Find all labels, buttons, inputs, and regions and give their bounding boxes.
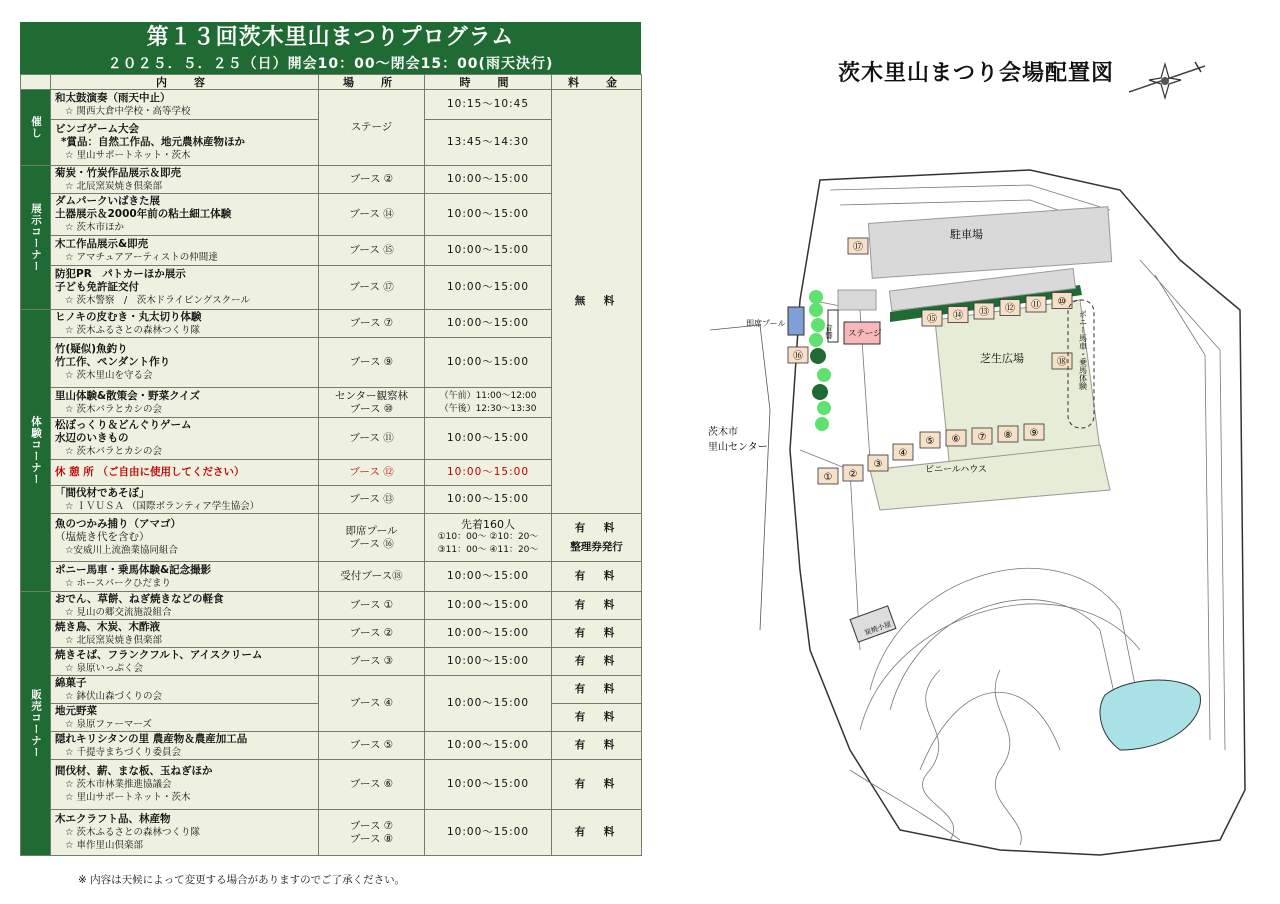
map-booth-top-label: ⑩ [1057, 296, 1067, 308]
map-booth-17-label: ⑰ [853, 242, 863, 253]
table-row: 防犯PR パトカーほか展示 子ども免許証交付 ☆ 茨木警察 / 茨木ドライビングスクール ブース ⑰ 10:00〜15:00 [21, 266, 642, 310]
tree-icon [817, 368, 831, 382]
map-booth-top-label: ⑪ [1031, 300, 1041, 311]
map-label-stage: ステージ [848, 329, 882, 339]
tree-icon [817, 401, 831, 415]
map-label-center1: 茨木市 [708, 427, 738, 438]
tree-icon [809, 303, 823, 317]
map-label-pony: ポニー馬車・乗馬体験 [1078, 310, 1088, 390]
table-row: 木エクラフト品、林産物 ☆ 茨木ふるさとの森林つくり隊 ☆ 車作里山倶楽部 ブース ⑦ ブース ⑧ 10:00〜15:00 有 料 [21, 810, 642, 856]
map-booth-16-label: ⑯ [793, 351, 803, 362]
fee-free-block: 無 料 [552, 90, 642, 514]
table-row: 焼きそば、フランクフルト、アイスクリーム ☆ 泉原いっぷく会 ブース ③ 10:00〜15:00 有 料 [21, 648, 642, 676]
program-table [20, 74, 642, 856]
map-booth-bottom-label: ④ [898, 448, 908, 459]
map-label-greenhouse: ビニールハウス [925, 465, 987, 475]
map-booth-bottom-label: ② [848, 469, 858, 480]
tree-icon [809, 290, 823, 304]
table-header-row [21, 75, 642, 90]
map-label-sound: 音響 [824, 324, 834, 339]
tree-icon [810, 348, 826, 364]
map-booth-bottom-label: ⑦ [977, 432, 987, 443]
table-row: 催し 和太鼓演奏（雨天中止） ☆ 関西大倉中学校・高等学校 ステージ 10:15〜10:45 無 料 [21, 90, 642, 120]
map-booth-18-label: ⑱ [1057, 357, 1067, 368]
map-booth-bottom-label: ① [823, 472, 833, 483]
header-fee: 料 金 [552, 75, 642, 90]
table-row: 体験コーナー ヒノキの皮むき・丸太切り体験 ☆ 茨木ふるさとの森林つくり隊 ブース ⑦ 10:00〜15:00 [21, 310, 642, 338]
table-row: 魚のつかみ捕り（アマゴ） （塩焼き代を含む） ☆安威川上流漁業協同組合 即席プール ブース ⑯ 先着160人 ①10：00〜 ②10：20〜 ③11：00〜 ④11：20〜 有 料 整理券発行 [21, 514, 642, 562]
table-row: 綿菓子 ☆ 鉢伏山森づくりの会 ブース ④ 10:00〜15:00 有 料 [21, 676, 642, 704]
table-row: 竹(疑似)魚釣り 竹工作、ペンダント作り ☆ 茨木里山を守る会 ブース ⑨ 10:00〜15:00 [21, 338, 642, 388]
table-row: 木工作品展示&即売 ☆ アマチュアアーティストの仲間達 ブース ⑮ 10:00〜15:00 [21, 236, 642, 266]
table-row: 焼き鳥、木炭、木酢液 ☆ 北辰窯炭焼き倶楽部 ブース ② 10:00〜15:00 有 料 [21, 620, 642, 648]
tree-icon [815, 417, 829, 431]
table-row: 「間伐材であそぼ」 ☆ ＩＶＵＳＡ （国際ボランティア学生協会） ブース ⑬ 10:00〜15:00 [21, 486, 642, 514]
map-booth-bottom-label: ⑥ [951, 434, 961, 445]
map-booth-bottom-label: ⑧ [1003, 430, 1013, 441]
header-place: 場 所 [319, 75, 425, 90]
map-label-center2: 里山センター [708, 442, 768, 453]
map-pool [788, 307, 804, 335]
program-panel [20, 22, 641, 856]
program-date: ２０２５．５．２５（日）開会10：00〜閉会15：00(雨天決行) [20, 54, 641, 74]
map-label-hut: 炭焼小屋 [863, 620, 893, 638]
map-pond [1100, 680, 1200, 750]
table-row: 展示コーナー 菊炭・竹炭作品展示＆即売 ☆ 北辰窯炭焼き倶楽部 ブース ② 10:00〜15:00 [21, 166, 642, 194]
map-label-lawn: 芝生広場 [980, 352, 1024, 365]
table-row-rest: 休 憩 所 （ご自由に使用してください） ブース ⑫ 10:00〜15:00 [21, 460, 642, 486]
compass-icon [1125, 52, 1207, 104]
map-booth-top-label: ⑬ [979, 307, 989, 318]
program-title: 第１３回茨木里山まつりプログラム [20, 22, 641, 54]
footnote: ※ 内容は天候によって変更する場合がありますのでご了承ください。 [78, 874, 406, 886]
map-booth-top-label: ⑮ [927, 314, 937, 325]
table-row: 地元野菜 ☆ 泉原ファーマーズ 有 料 [21, 704, 642, 732]
section-exhibit: 展示コーナー [21, 166, 51, 310]
map-label-pool: 即席プール [746, 319, 786, 328]
venue-map [700, 150, 1260, 870]
header-time: 時 間 [425, 75, 552, 90]
tree-icon [809, 333, 823, 347]
map-booth-top-label: ⑭ [953, 310, 963, 322]
header-content: 内 容 [51, 75, 319, 90]
map-booth-top-label: ⑫ [1005, 303, 1015, 315]
tree-icon [812, 384, 828, 400]
section-events: 催し [21, 90, 51, 166]
section-sales: 販売コーナー [21, 592, 51, 856]
map-booth-bottom-label: ③ [873, 459, 883, 470]
section-experience: 体験コーナー [21, 310, 51, 592]
table-row: 松ぼっくり＆どんぐりゲーム 水辺のいきもの ☆ 茨木バラとカシの会 ブース ⑪ 10:00〜15:00 [21, 418, 642, 460]
table-row: ダムパークいばきた展 土器展示＆2000年前の粘土細工体験 ☆ 茨木市ほか ブース ⑭ 10:00〜15:00 [21, 194, 642, 236]
table-row: 間伐材、薪、まな板、玉ねぎほか ☆ 茨木市林業推進協議会 ☆ 里山サポートネット・茨木 ブース ⑥ 10:00〜15:00 有 料 [21, 760, 642, 810]
table-row: 隠れキリシタンの里 農産物＆農産加工品 ☆ 千提寺まちづくり委員会 ブース ⑤ 10:00〜15:00 有 料 [21, 732, 642, 760]
map-label-parking: 駐車場 [950, 228, 983, 241]
table-row: ポニー馬車・乗馬体験&記念撮影 ☆ ホースパークひだまり 受付ブース⑱ 10:00〜15:00 有 料 [21, 562, 642, 592]
table-row: ビンゴゲーム大会 *賞品：自然工作品、地元農林産物ほか ☆ 里山サポートネット・茨木 13:45〜14:30 [21, 120, 642, 166]
table-row: 販売コーナー おでん、草餅、ねぎ焼きなどの軽食 ☆ 見山の郷交流施設組合 ブース ① 10:00〜15:00 有 料 [21, 592, 642, 620]
map-booth-bottom-label: ⑨ [1029, 428, 1039, 439]
table-row: 里山体験&散策会・野菜クイズ ☆ 茨木バラとカシの会 センター観察林 ブース ⑩ （午前）11:00〜12:00 （午後）12:30〜13:30 [21, 388, 642, 418]
tree-icon [811, 318, 825, 332]
map-booth-bottom-label: ⑤ [925, 436, 935, 447]
map-title: 茨木里山まつり会場配置図 [838, 61, 1115, 86]
